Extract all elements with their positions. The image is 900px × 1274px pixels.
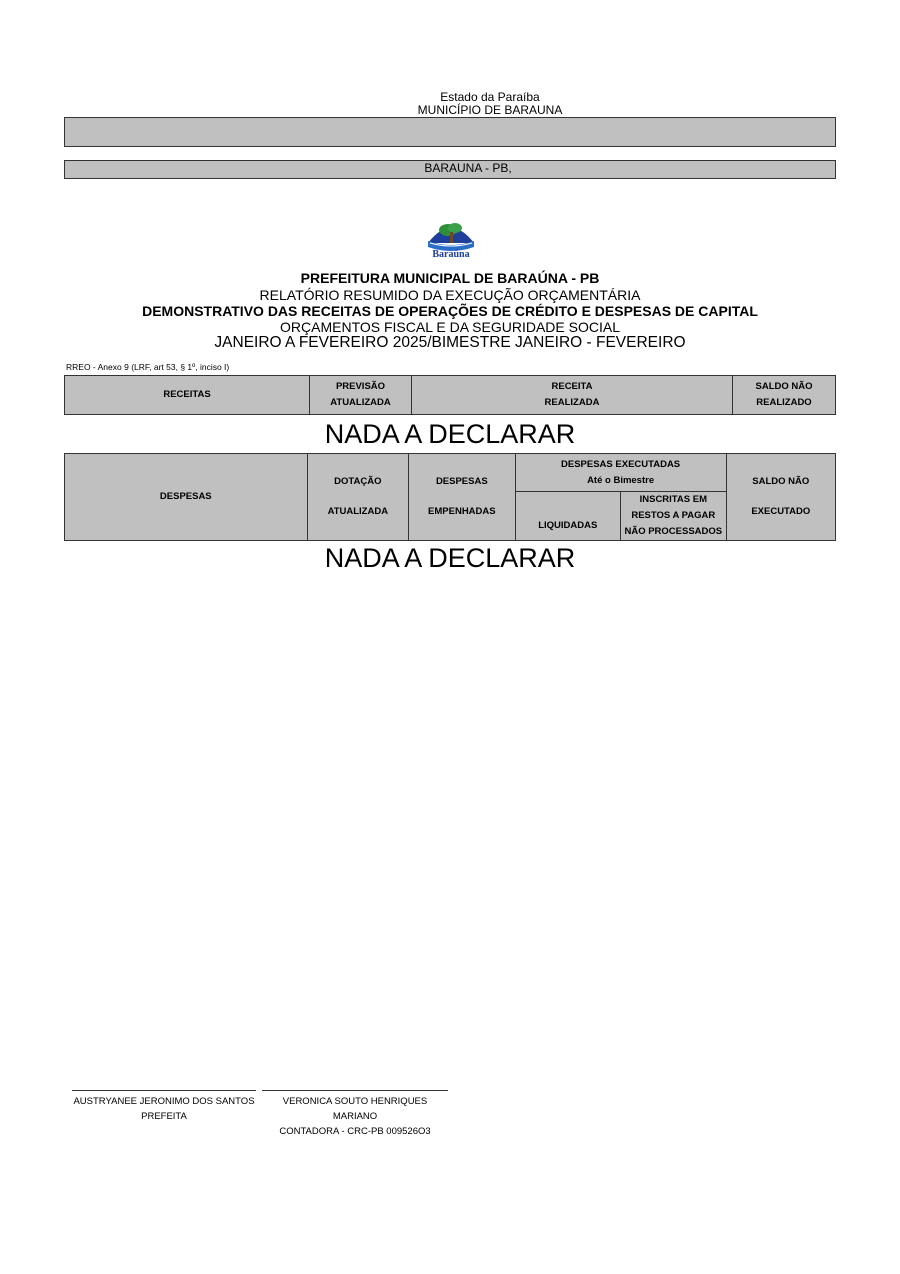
revenue-col-previsao: PREVISÃO ATUALIZADA — [310, 376, 412, 415]
title-line-2: RELATÓRIO RESUMIDO DA EXECUÇÃO ORÇAMENTÁRIA — [259, 287, 641, 303]
revenue-col-receitas: RECEITAS — [65, 376, 310, 415]
revenue-table — [64, 375, 836, 415]
revenue-col-saldo: SALDO NÃO REALIZADO — [733, 376, 836, 415]
municipal-logo — [424, 215, 478, 261]
logo-text: Baraúna — [432, 249, 470, 260]
signature-role: CONTADORA - CRC-PB 009526O3 — [279, 1126, 431, 1137]
expense-col-executadas: DESPESAS EXECUTADAS Até o Bimestre — [515, 454, 726, 492]
title-line-4: ORÇAMENTOS FISCAL E DA SEGURIDADE SOCIAL — [280, 319, 620, 335]
expense-col-despesas: DESPESAS — [65, 454, 308, 541]
signature-block-mayor — [72, 1090, 256, 1124]
signature-block-accountant — [262, 1090, 448, 1139]
city-bar — [64, 160, 836, 179]
signature-name: VERONICA SOUTO HENRIQUES MARIANO — [282, 1096, 428, 1122]
expense-col-saldo: SALDO NÃO EXECUTADO — [726, 454, 835, 541]
city-line: BARAUNA - PB, — [424, 161, 512, 175]
annex-note: RREO - Anexo 9 (LRF, art 53, § 1º, inciso I) — [66, 362, 230, 372]
signature-line — [262, 1090, 448, 1091]
title-line-3: DEMONSTRATIVO DAS RECEITAS DE OPERAÇÕES DE CRÉDITO E DESPESAS DE CAPITAL — [142, 303, 758, 319]
expense-col-dotacao: DOTAÇÃO ATUALIZADA — [307, 454, 408, 541]
signature-name: AUSTRYANEE JERONIMO DOS SANTOS — [73, 1096, 255, 1107]
nada-a-declarar-revenue: NADA A DECLARAR — [324, 419, 576, 449]
title-line-1: PREFEITURA MUNICIPAL DE BARAÚNA - PB — [300, 270, 600, 286]
expense-col-empenhadas: DESPESAS EMPENHADAS — [409, 454, 516, 541]
municipality-name: MUNICÍPIO DE BARAUNA — [417, 103, 563, 117]
state-name: Estado da Paraíba — [440, 90, 540, 104]
nada-a-declarar-expenses: NADA A DECLARAR — [324, 543, 576, 573]
expense-col-liquidadas: LIQUIDADAS — [515, 492, 620, 541]
title-line-5: JANEIRO A FEVEREIRO 2025/BIMESTRE JANEIRO - FEVEREIRO — [214, 334, 686, 351]
revenue-col-receita-realizada: RECEITA REALIZADA — [412, 376, 733, 415]
signature-line — [72, 1090, 256, 1091]
signature-role: PREFEITA — [141, 1111, 187, 1122]
expense-col-inscritas: INSCRITAS EM RESTOS A PAGAR NÃO PROCESSADOS — [621, 492, 727, 541]
header-gray-bar — [64, 117, 836, 147]
expense-table — [64, 453, 836, 541]
